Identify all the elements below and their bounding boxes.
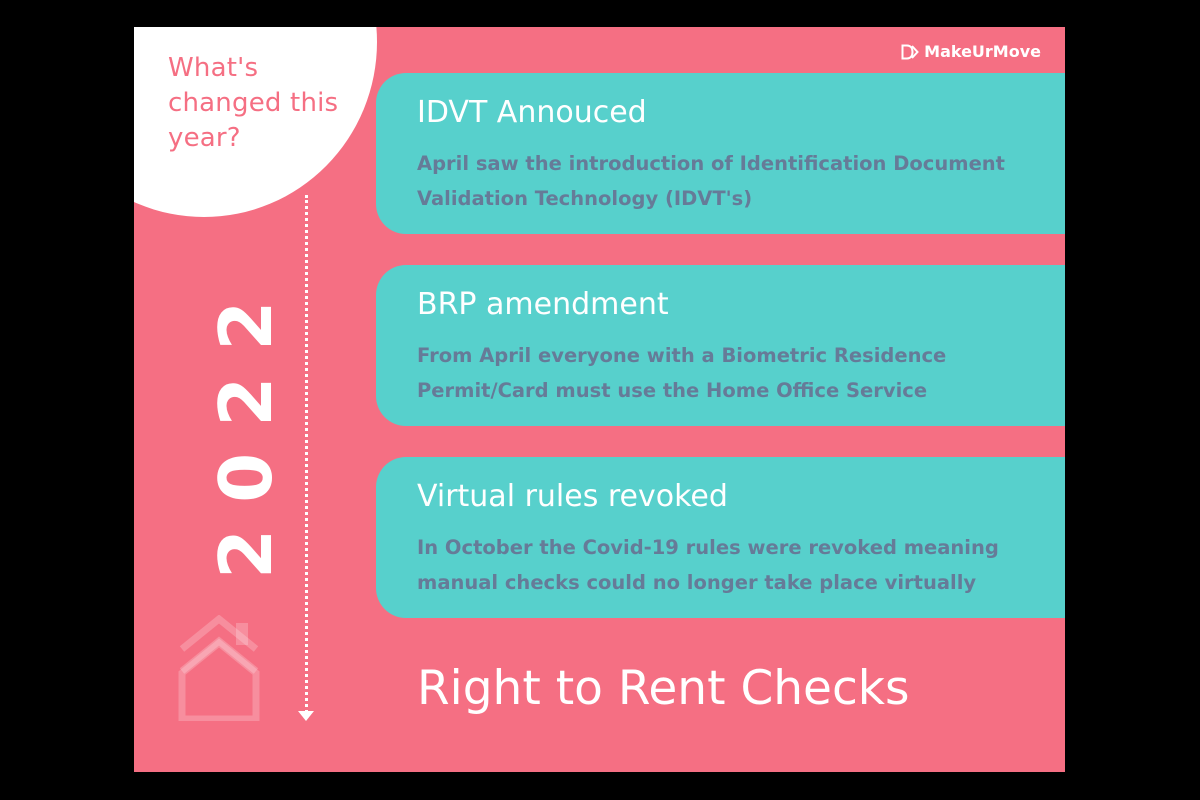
card-body-line: manual checks could no longer take place virtually: [417, 571, 977, 594]
brand-name: MakeUrMove: [924, 42, 1041, 61]
timeline-line: [305, 195, 308, 713]
infographic: [134, 27, 1065, 772]
card-body-line: Permit/Card must use the Home Office Service: [417, 379, 928, 402]
card-body: [417, 530, 1056, 600]
timeline-card-brp: [376, 265, 1065, 426]
timeline-arrow-icon: [298, 711, 314, 721]
brand-logo[interactable]: [901, 42, 1041, 61]
page-title: Right to Rent Checks: [417, 661, 910, 716]
house-icon: [174, 615, 264, 721]
card-body-line: Validation Technology (IDVT's): [417, 187, 753, 210]
double-chevron-d-icon: [901, 44, 919, 60]
card-title: BRP amendment: [417, 287, 669, 322]
timeline-card-virtual-rules: [376, 457, 1065, 618]
card-body-line: April saw the introduction of Identification Document: [417, 152, 1005, 175]
card-body-line: In October the Covid-19 rules were revoked meaning: [417, 536, 999, 559]
timeline-card-idvt: [376, 73, 1065, 234]
card-body: [417, 146, 1056, 216]
card-title: IDVT Annouced: [417, 95, 647, 130]
card-title: Virtual rules revoked: [417, 479, 728, 514]
question-heading: What's changed this year?: [168, 53, 339, 153]
card-body-line: From April everyone with a Biometric Residence: [417, 344, 947, 367]
year-label: 2022: [204, 274, 288, 579]
card-body: [417, 338, 1056, 408]
